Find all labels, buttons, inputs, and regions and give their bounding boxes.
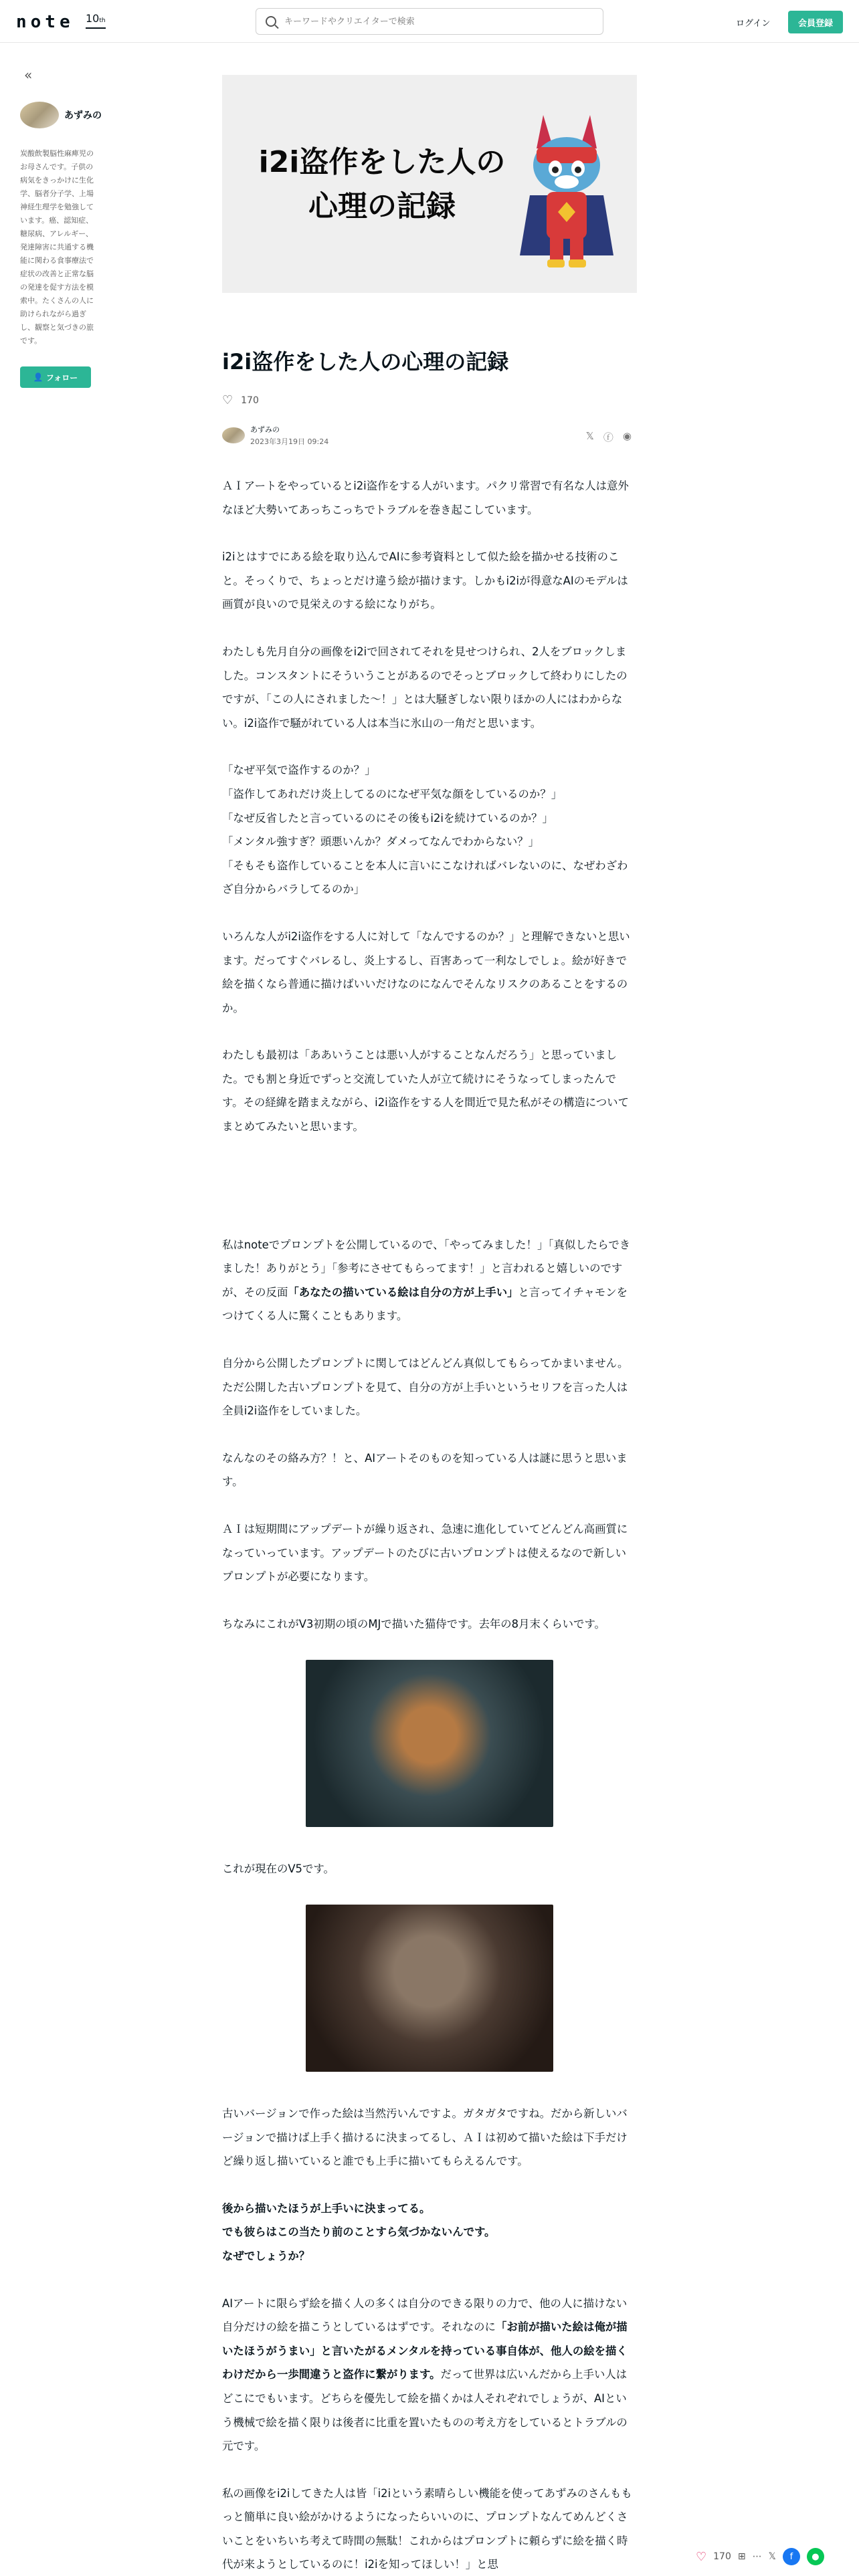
author-bio: 炭酸飲製脳性麻痺児のお母さんです。子供の病気をきっかけに生化学、脳者分子学、上場神経生理学を勉強しています。癌、認知症、糖尿病、アレルギー、発達障害に共通する機能に関わる食事療法で症状の改善と正常な脳の発達を促す方法を模索中。たくさんの人に助けられながら過ぎし、観察と気づきの旅です。 [20, 149, 94, 345]
quote-line: 「そもそも盗作していることを本人に言いにこなければバレないのに、なぜわざわざ自分からバラしてるのか」 [222, 859, 628, 896]
signup-button[interactable]: 会員登録 [788, 11, 843, 33]
paragraph: ＡＩアートをやっているとi2i盗作をする人がいます。パクリ常習で有名な人は意外なほど大勢いてあっちこっちでトラブルを巻き起こしています。 [222, 479, 629, 516]
search-box[interactable] [256, 8, 603, 35]
paragraph: 私の画像をi2iしてきた人は皆「i2iという素晴らしい機能を使ってあずみのさんももっと簡単に良い絵がかけるようになったらいいのに、プロンプトなんてめんどくさいことをいちいち考えて時間の無駄！これからはプロンプトに頼らずに絵を描く時代が来ようとしているのに！i2iを知ってほしい！」と思 [222, 2486, 632, 2571]
hero-title [238, 140, 526, 229]
article-meta [222, 422, 637, 449]
bold-text: 「お前が描いた絵は俺が描いたほうがうまい」と言いたがるメンタルを持っている事自体が、他人の絵を描くわけだから一歩間違うと盗作に繋がります。 [222, 2321, 628, 2381]
paragraph-text: だって世界は広いんだから上手い人はどこにでもいます。どちらを優先して絵を描くかは人それぞれでしょうが、AIという機械で絵を描く限りは後者に比重を置いたものの考え方をしているとトラブルの元です。 [222, 2368, 628, 2453]
avatar[interactable] [222, 427, 245, 443]
add-user-icon: 👤 [33, 372, 46, 382]
login-link[interactable]: ログイン [736, 19, 771, 29]
facebook-share-icon[interactable]: f [783, 2548, 800, 2565]
share-buttons [586, 430, 632, 444]
sidebar-author[interactable] [20, 102, 102, 128]
paragraph [222, 1233, 637, 1328]
paragraph [222, 2292, 637, 2458]
paragraph: 自分から公開したプロンプトに関してはどんどん真似してもらってかまいません。ただ公開した古いプロンプトを見て、自分の方が上手いというセリフを言った人は全員i2i盗作をしていました。 [222, 1357, 629, 1418]
bold-text: 「あなたの描いている絵は自分の方が上手い」 [288, 1285, 518, 1299]
note-logo[interactable]: note [16, 12, 74, 32]
facebook-share-icon[interactable]: ⓕ [603, 431, 613, 443]
article [222, 75, 637, 2576]
hero-title-line2: 心理の記録 [308, 189, 456, 223]
spacer [222, 1162, 637, 1233]
badge-suffix: th [99, 17, 106, 24]
line-share-icon[interactable]: ● [807, 2548, 824, 2565]
paragraph: ちなみにこれがV3初期の頃のMJで描いた猫侍です。去年の8月末くらいです。 [222, 1617, 605, 1630]
like-heart-icon[interactable]: ♡ [696, 2549, 707, 2564]
publish-date: 2023年3月19日 09:24 [250, 437, 329, 446]
meta-text [250, 424, 328, 447]
image-caption: これが現在のV5です。 [222, 1862, 335, 1876]
paragraph: 古いバージョンで作った絵は当然汚いんですよ。ガタガタですね。だから新しいバージョンで描けば上手く描けるに決まってるし、ＡＩは初めて描いた絵は下手だけど繰り返し描いていると誰でも上手に描いてもらえるんです。 [222, 2107, 628, 2168]
bold-line: なぜでしょうか？ [222, 2249, 310, 2262]
paragraph: なんなのその絡み方？！と、AIアートそのものを知っている人は謎に思うと思います。 [222, 1451, 628, 1489]
site-header [0, 0, 859, 43]
cat-samurai-v3-image[interactable] [306, 1660, 553, 1827]
bold-block [222, 2197, 637, 2268]
bottom-action-bar [696, 2545, 859, 2568]
quote-line: 「盗作してあれだけ炎上してるのになぜ平気な顔をしているのか？」 [222, 787, 563, 800]
cat-samurai-v5-image[interactable] [306, 1905, 553, 2072]
anniversary-badge [86, 12, 106, 29]
cat-superhero-illustration [516, 102, 617, 276]
bold-line: 後から描いたほうが上手いに決まってる。 [222, 2202, 431, 2215]
paragraph-text: と言ってイチャモンをつけてくる人に驚くこともあります。 [222, 1285, 628, 1323]
more-icon[interactable]: ⋯ [752, 2551, 762, 2562]
heart-icon[interactable]: ♡ [222, 393, 233, 407]
search-icon [266, 16, 276, 27]
collapse-sidebar-icon[interactable]: « [24, 67, 33, 83]
quote-line: 「メンタル強すぎ？頭悪いんか？ダメってなんでわからない？」 [222, 835, 540, 849]
paragraph-text: AIアートに限らず絵を描く人の多くは自分のできる限りの力で、他の人に描けない自分だけの絵を描こうとしているはずです。それなのに [222, 2296, 628, 2334]
quote-line: 「なぜ平気で盗作するのか？」 [222, 764, 376, 777]
bold-line: でも彼らはこの当たり前のことすら気づかないんです。 [222, 2226, 496, 2239]
like-count: 170 [241, 395, 259, 406]
paragraph: わたしも先月自分の画像をi2iで回されてそれを見せつけられ、2人をブロックしました。コンスタントにそういうことがあるのでそっとブロックして終わりにしたのですが、「この人にされました〜！」とは大騒ぎしない限りほかの人にはわからない。i2i盗作で騒がれている人は本当に氷山の一角だと思います。 [222, 645, 628, 730]
bottom-like-count: 170 [713, 2551, 731, 2562]
follow-button[interactable] [20, 366, 91, 388]
quote-list [222, 758, 637, 901]
avatar[interactable] [20, 102, 59, 128]
line-share-icon[interactable]: ◉ [622, 430, 632, 442]
hero-image [222, 75, 637, 293]
paragraph: わたしも最初は「ああいうことは悪い人がすることなんだろう」と思っていました。でも割と身近でずっと交流していた人が立て続けにそうなってしまったんです。その経緯を踏まえながら、i2i盗作をする人を間近で見た私がその構造についてまとめてみたいと思います。 [222, 1049, 629, 1134]
sidebar-author-name[interactable]: あずみの [64, 110, 102, 121]
x-share-icon[interactable]: 𝕏 [585, 430, 594, 442]
paragraph: いろんな人がi2i盗作をする人に対して「なんでするのか？」と理解できないと思います。だってすぐバレるし、炎上するし、百害あって一利なしでしょ。絵が好きで絵を描くなら普通に描けばいいだけなのになんでそんなリスクのあることをするのか。 [222, 930, 630, 1014]
search-input[interactable] [284, 17, 592, 27]
badge-number: 10 [86, 12, 100, 25]
follow-label: フォロー [45, 372, 78, 383]
magazine-add-icon[interactable]: ⊞ [737, 2551, 746, 2562]
article-title: i2i盗作をした人の心理の記録 [222, 349, 509, 374]
hero-title-line1: i2i盗作をした人の [258, 145, 506, 179]
author-sidebar [20, 67, 102, 388]
like-row [222, 393, 637, 407]
paragraph-text: 私はnoteでプロンプトを公開しているので、「やってみました！」「真似したらできました！ありがとう」「参考にさせてもらってます！」と言われると嬉しいのですが、その反面 [222, 1238, 631, 1299]
paragraph: i2iとはすでにある絵を取り込んでAIに参考資料として似た絵を描かせる技術のこと。そっくりで、ちょっとだけ違う絵が描けます。しかもi2iが得意なAIのモデルは画質が良いので見栄えのする絵になりがち。 [222, 550, 628, 611]
x-share-icon[interactable]: 𝕏 [768, 2551, 776, 2562]
quote-line: 「なぜ反省したと言っているのにその後もi2iを続けているのか？」 [222, 811, 553, 825]
paragraph: ＡＩは短期間にアップデートが繰り返され、急速に進化していてどんどん高画質になっていっています。アップデートのたびに古いプロンプトは使えるなので新しいプロンプトが必要になります。 [222, 1523, 628, 1584]
meta-author-name[interactable]: あずみの [250, 425, 280, 434]
article-body [222, 474, 637, 2576]
